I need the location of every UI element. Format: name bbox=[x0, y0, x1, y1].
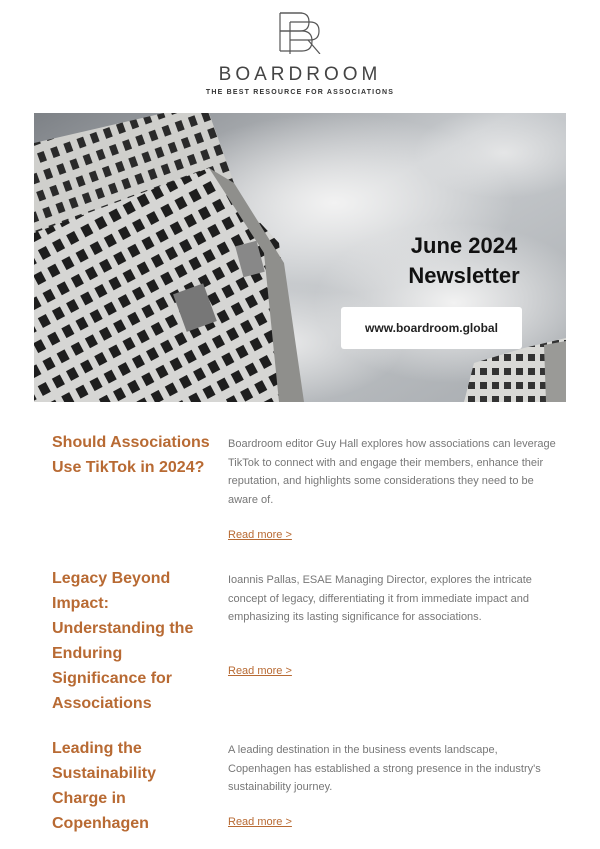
boardroom-monogram-icon bbox=[276, 10, 324, 54]
website-link-button[interactable]: www.boardroom.global bbox=[341, 307, 522, 349]
newsletter-title bbox=[364, 231, 564, 291]
read-more-link[interactable]: Read more > bbox=[228, 665, 292, 677]
newsletter-header bbox=[0, 0, 600, 113]
article-title[interactable]: Should Associations Use TikTok in 2024? bbox=[52, 434, 210, 476]
article-title[interactable]: Leading the Sustainability Charge in Copenhagen bbox=[52, 740, 157, 832]
read-more-link[interactable]: Read more > bbox=[228, 816, 292, 828]
brand-name: BOARDROOM bbox=[218, 64, 382, 85]
hero-banner bbox=[34, 113, 566, 402]
article-title[interactable]: Legacy Beyond Impact: Understanding the Enduring Significance for Associations bbox=[52, 570, 194, 712]
article-description: A leading destination in the business events landscape, Copenhagen has established a strong presence in the industry's sustainability journey. bbox=[228, 744, 541, 793]
brand-tagline: THE BEST RESOURCE FOR ASSOCIATIONS bbox=[205, 89, 395, 96]
article-description: Ioannis Pallas, ESAE Managing Director, explores the intricate concept of legacy, differentiating it from immediate impact and emphasizing its lasting significance for associations. bbox=[228, 574, 532, 623]
article-description: Boardroom editor Guy Hall explores how associations can leverage TikTok to connect with and engage their members, enhance their reputation, and highlights some considerations they need to be aware of. bbox=[228, 438, 556, 506]
read-more-link[interactable]: Read more > bbox=[228, 529, 292, 541]
newsletter-title-line2: Newsletter bbox=[408, 263, 520, 288]
newsletter-title-line1: June 2024 bbox=[410, 233, 518, 258]
